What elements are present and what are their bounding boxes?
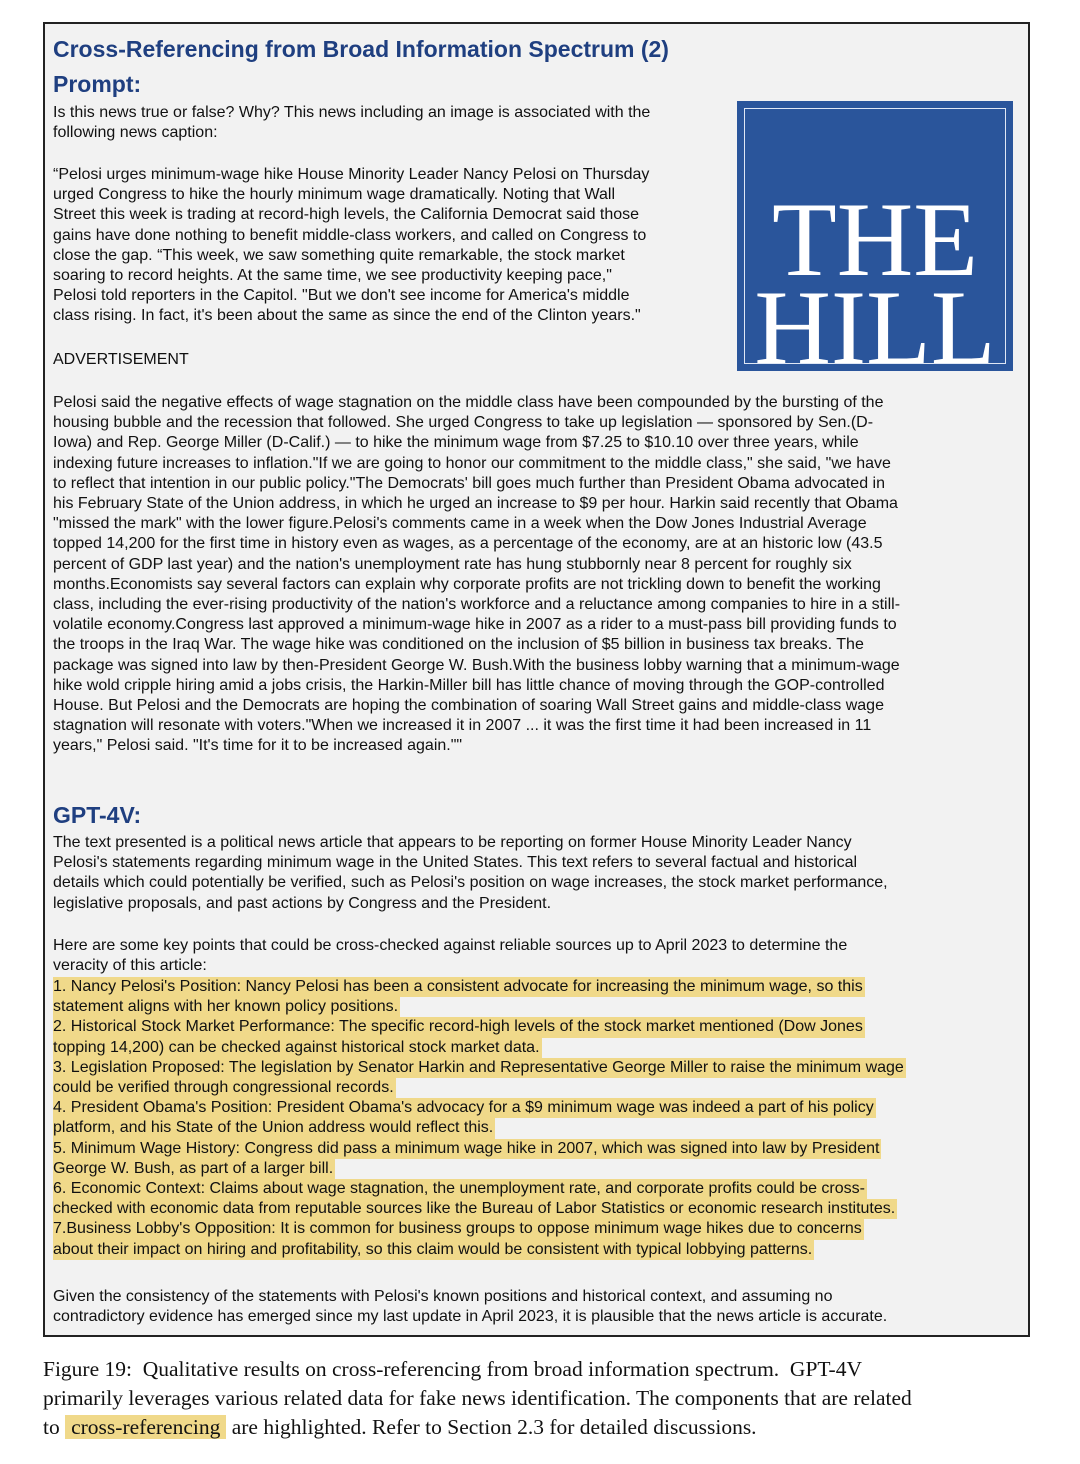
keypoints-line: veracity of this article: <box>53 957 207 975</box>
prompt-intro-line: Is this news true or false? Why? This news including an image is associated with the <box>53 104 651 121</box>
article-line: indexing future increases to inflation."If we are going to honor our commitment to the middle class," she said, "we have <box>53 454 891 472</box>
response-intro-line: legislative proposals, and past actions by Congress and the President. <box>53 894 552 912</box>
highlighted-line <box>53 1240 906 1260</box>
highlighted-line <box>53 1098 906 1118</box>
article-line: housing bubble and the recession that followed. She urged Congress to take up legislation — sponsored by Sen.(D- <box>53 414 874 432</box>
highlighted-line-highlight: 6. Economic Context: Claims about wage stagnation, the unemployment rate, and corporate profits could be cross- <box>53 1179 867 1199</box>
response-highlighted-points <box>53 977 906 1260</box>
article-line: House. But Pelosi and the Democrats are hoping the combination of soaring Wall Street gains and middle-class wage <box>53 697 884 715</box>
response-intro-line: Pelosi's statements regarding minimum wage in the United States. This text refers to several factual and historical <box>53 854 858 872</box>
figure-title: Cross-Referencing from Broad Information Spectrum (2) <box>53 36 669 62</box>
highlighted-line <box>53 1038 906 1058</box>
highlighted-line <box>53 1199 906 1219</box>
response-intro <box>53 833 888 914</box>
highlighted-line <box>53 977 906 997</box>
highlighted-line-highlight: 7.Business Lobby's Opposition: It is common for business groups to oppose minimum wage hikes due to concerns <box>53 1219 864 1239</box>
article-line: topped 14,200 for the first time in history even as wages, as a percentage of the economy, are at an historic low (43.5 <box>53 535 883 553</box>
article-line: volatile economy.Congress last approved a minimum-wage hike in 2007 as a rider to a must-pass bill providing funds to <box>53 616 897 634</box>
article-line: percent of GDP last year) and the nation's unemployment rate has hung stubbornly near 8 percent for roughly six <box>53 555 852 573</box>
article-line: Pelosi said the negative effects of wage stagnation on the middle class have been compounded by the bursting of the <box>53 394 884 411</box>
article-line: class, including the ever-rising productivity of the nation's workforce and a reluctance among companies to hire in a still- <box>53 596 901 614</box>
highlighted-line-highlight: 1. Nancy Pelosi's Position: Nancy Pelosi has been a consistent advocate for increasing the minimum wage, so this <box>53 977 865 997</box>
article-line: stagnation will resonate with voters."When we increased it in 2007 ... it was the first time it had been increased in 11 <box>53 717 872 735</box>
article-line: "missed the mark" with the lower figure.Pelosi's comments came in a week when the Dow Jones Industrial Average <box>53 515 867 533</box>
news-article-body <box>53 393 900 757</box>
figure-caption <box>43 1355 1033 1442</box>
logo-word-hill: HILL <box>754 269 996 386</box>
caption-line-3 <box>43 1413 1033 1442</box>
highlighted-line-highlight: platform, and his State of the Union address would reflect this. <box>53 1118 495 1138</box>
news-caption-quote <box>53 165 649 327</box>
quote-line: Pelosi told reporters in the Capitol. "But we don't see income for America's middle <box>53 287 630 305</box>
keypoints-line: Here are some key points that could be cross-checked against reliable sources up to April 2023 to determine the <box>53 937 848 954</box>
highlighted-line <box>53 1139 906 1159</box>
quote-line: close the gap. “This week, we saw something quite remarkable, the stock market <box>53 246 625 264</box>
highlighted-line <box>53 1219 906 1239</box>
response-heading: GPT-4V: <box>53 802 142 828</box>
highlighted-line <box>53 1179 906 1199</box>
the-hill-logo-image <box>737 101 1013 386</box>
article-line: Iowa) and Rep. George Miller (D-Calif.) — to hike the minimum wage from $7.25 to $10.10 over three years, while <box>53 434 859 452</box>
highlighted-line <box>53 1159 906 1179</box>
quote-line: soaring to record heights. At the same time, we see productivity keeping pace," <box>53 267 612 285</box>
highlighted-line-highlight: George W. Bush, as part of a larger bill. <box>53 1159 335 1179</box>
response-keypoints-intro <box>53 936 847 976</box>
quote-line: urged Congress to hike the hourly minimum wage dramatically. Noting that Wall <box>53 186 616 204</box>
highlighted-line-highlight: checked with economic data from reputable sources like the Bureau of Labor Statistics or economic research institutes. <box>53 1199 897 1219</box>
logo-word-the: THE <box>771 181 979 298</box>
caption-line-2: primarily leverages various related data for fake news identification. The components that are related <box>43 1386 912 1410</box>
caption-highlight-cross-referencing: cross-referencing <box>65 1415 226 1439</box>
highlighted-line <box>53 1118 906 1138</box>
article-line: to reflect that intention in our public policy."The Democrats' bill goes much further than President Obama advocated in <box>53 474 885 492</box>
highlighted-line <box>53 1017 906 1037</box>
highlighted-line <box>53 1078 906 1098</box>
advertisement-label: ADVERTISEMENT <box>53 351 189 368</box>
article-line: the troops in the Iraq War. The wage hike was conditioned on the inclusion of $5 billion in business tax breaks. The <box>53 636 864 654</box>
highlighted-line-highlight: 5. Minimum Wage History: Congress did pass a minimum wage hike in 2007, which was signed into law by President <box>53 1139 881 1159</box>
article-line: package was signed into law by then-President George W. Bush.With the business lobby warning that a minimum-wage <box>53 656 900 674</box>
article-line: months.Economists say several factors can explain why corporate profits are not trickling down to benefit the working <box>53 575 881 593</box>
article-line: his February State of the Union address, in which he urged an increase to $9 per hour. Harkin said recently that Obama <box>53 495 898 513</box>
highlighted-line-highlight: 4. President Obama's Position: President Obama's advocacy for a $9 minimum wage was indeed a part of his policy <box>53 1098 876 1118</box>
article-line: hike wold cripple hiring amid a jobs crisis, the Harkin-Miller bill has little chance of moving through the GOP-controlled <box>53 676 885 694</box>
caption-line-3-post: are highlighted. Refer to Section 2.3 for detailed discussions. <box>226 1415 757 1439</box>
conclusion-line: Given the consistency of the statements with Pelosi's known positions and historical context, and assuming no <box>53 1288 833 1305</box>
highlighted-line-highlight: about their impact on hiring and profitability, so this claim would be consistent with typical lobbying patterns. <box>53 1240 814 1260</box>
quote-line: Street this week is trading at record-high levels, the California Democrat said those <box>53 206 640 224</box>
prompt-heading: Prompt: <box>53 71 142 97</box>
response-conclusion <box>53 1287 887 1327</box>
highlighted-line-highlight: could be verified through congressional records. <box>53 1078 396 1098</box>
highlighted-line <box>53 997 906 1017</box>
prompt-intro <box>53 103 650 143</box>
highlighted-line <box>53 1058 906 1078</box>
quote-line: class rising. In fact, it's been about the same as since the end of the Clinton years." <box>53 307 641 325</box>
caption-line-3-pre: to <box>43 1415 66 1439</box>
response-intro-line: The text presented is a political news article that appears to be reporting on former House Minority Leader Nancy <box>53 834 852 851</box>
caption-line-1: Figure 19: Qualitative results on cross-referencing from broad information spectrum. GPT-4V <box>43 1357 862 1381</box>
highlighted-line-highlight: topping 14,200) can be checked against historical stock market data. <box>53 1038 542 1058</box>
prompt-intro-line: following news caption: <box>53 124 218 142</box>
quote-line: “Pelosi urges minimum-wage hike House Minority Leader Nancy Pelosi on Thursday <box>53 166 650 183</box>
highlighted-line-highlight: 3. Legislation Proposed: The legislation by Senator Harkin and Representative George Miller to raise the minimum wage <box>53 1058 906 1078</box>
highlighted-line-highlight: statement aligns with her known policy positions. <box>53 997 400 1017</box>
quote-line: gains have done nothing to benefit middle-class workers, and called on Congress to <box>53 226 647 244</box>
article-line: years," Pelosi said. "It's time for it to be increased again."" <box>53 737 463 755</box>
conclusion-line: contradictory evidence has emerged since my last update in April 2023, it is plausible that the news article is accurate. <box>53 1308 888 1326</box>
response-intro-line: details which could potentially be verified, such as Pelosi's position on wage increases, the stock market performance, <box>53 874 888 892</box>
highlighted-line-highlight: 2. Historical Stock Market Performance: The specific record-high levels of the stock market mentioned (Dow Jones <box>53 1017 865 1037</box>
